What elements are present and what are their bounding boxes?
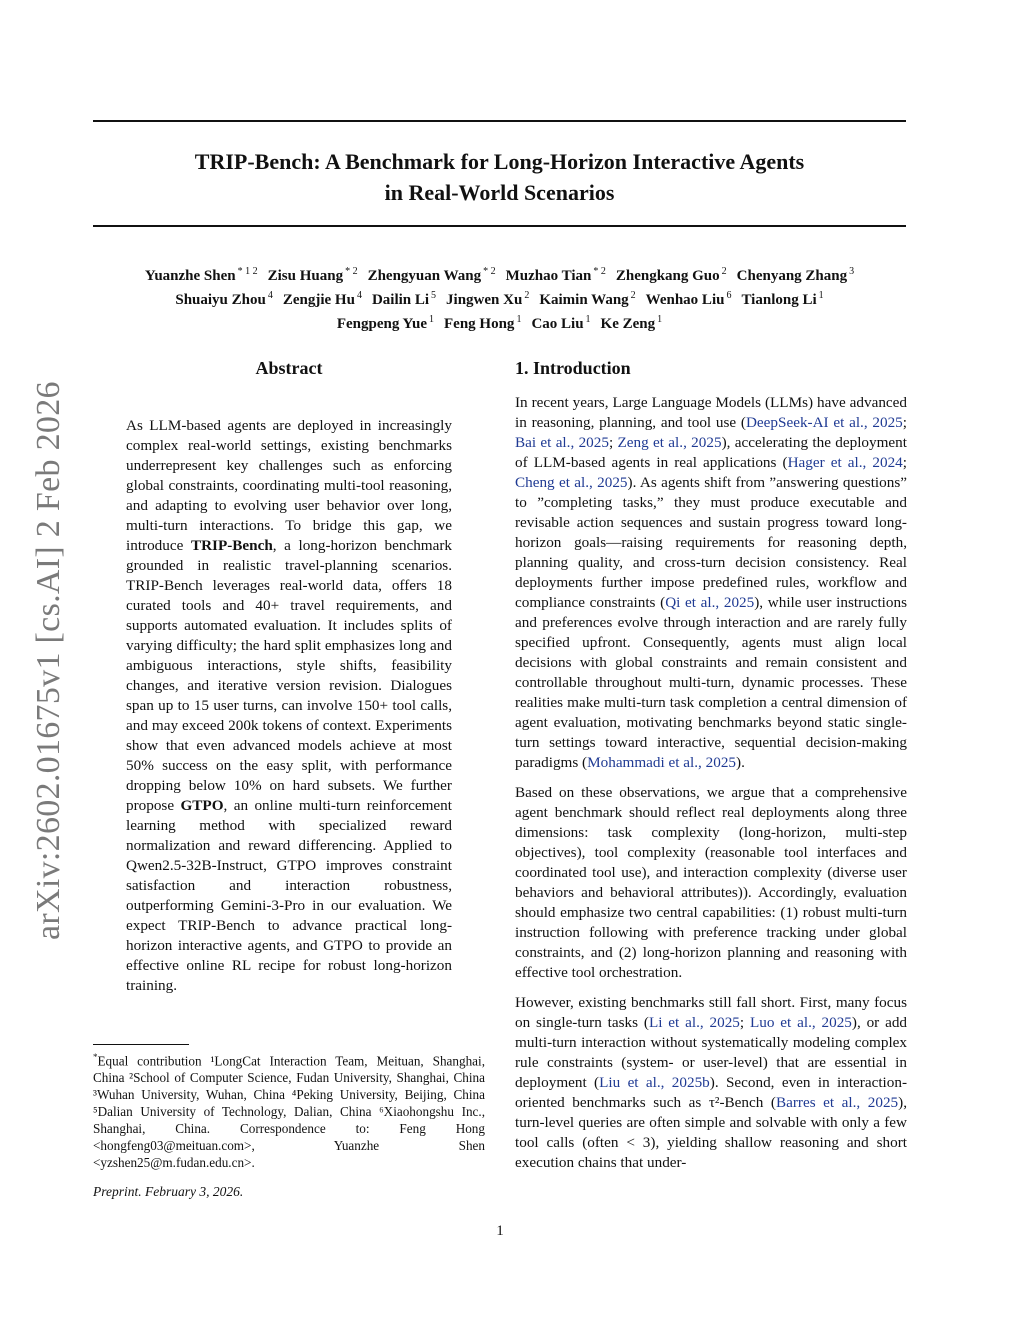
author-affiliation: 1 bbox=[429, 314, 434, 325]
author-affiliation: * 2 bbox=[593, 266, 606, 277]
citation-link[interactable]: Zeng et al., 2025 bbox=[617, 434, 722, 451]
author-affiliation: * 2 bbox=[345, 266, 358, 277]
abstract-bold-gtpo: GTPO bbox=[180, 797, 224, 814]
abstract-body bbox=[126, 416, 452, 996]
citation-link[interactable]: Barres et al., 2025 bbox=[775, 1094, 899, 1111]
title-bottom-rule bbox=[93, 225, 906, 227]
intro-paragraph-2: Based on these observations, we argue that a comprehensive agent benchmark should reflect real deployments along three dimensions: task complexity (long-horizon, multi-step objectives), tool complexity (reasonable tool interfaces and coordinated tool use), and interaction complexity (diverse user behaviors and behavioral attributes)). Accordingly, evaluation should emphasize two central capabilities: (1) robust multi-turn instruction following with preference tracking under global constraints, and (2) long-horizon planning and reasoning with effective tool orchestration. bbox=[515, 784, 907, 981]
citation-link[interactable]: Bai et al., 2025 bbox=[515, 434, 609, 451]
author-name: Shuaiyu Zhou $^4$ bbox=[175, 290, 273, 308]
citation-link[interactable]: Cheng et al., 2025 bbox=[515, 474, 628, 491]
intro-paragraph-3: However, existing benchmarks still fall short. First, many focus on single-turn tasks (Li et al., 2025; Luo et al., 2025), or add multi-turn interaction without systematically modeling complex rule constraints (system- or user-level) that are essential in deployment (Liu et al., 2025b). Second, even in interaction-oriented benchmarks such as τ²-Bench (Barres et al., 2025), turn-level queries are often simple and solvable with only a few tool calls (often < 3), yielding shallow reasoning and short execution chains that under- bbox=[515, 994, 908, 1171]
introduction-heading: 1. Introduction bbox=[515, 358, 631, 378]
author-affiliation: 4 bbox=[356, 290, 362, 301]
author-line bbox=[93, 310, 906, 334]
citation-link[interactable]: Mohammadi et al., 2025 bbox=[587, 754, 737, 771]
author-name: Ke Zeng $^1$ bbox=[600, 314, 663, 332]
author-name: Cao Liu $^1$ bbox=[531, 314, 591, 332]
abstract-bold-tripbench: TRIP-Bench bbox=[190, 537, 273, 554]
author-affiliation: 2 bbox=[721, 266, 727, 277]
author-line bbox=[93, 286, 906, 310]
author-name: Muzhao Tian $^{* 2}$ bbox=[505, 266, 606, 284]
footnote-marker: * bbox=[93, 1052, 98, 1062]
author-name: Chenyang Zhang $^3$ bbox=[736, 266, 855, 284]
author-affiliation: 2 bbox=[630, 290, 636, 301]
author-name: Wenhao Liu $^6$ bbox=[645, 290, 732, 308]
author-name: Dailin Li $^5$ bbox=[371, 290, 437, 308]
citation-link[interactable]: Li et al., 2025 bbox=[648, 1014, 740, 1031]
author-name: Kaimin Wang $^2$ bbox=[539, 290, 636, 308]
author-name: Yuanzhe Shen $^{* 1 2}$ bbox=[144, 266, 258, 284]
author-name: Tianlong Li $^1$ bbox=[741, 290, 824, 308]
footnote-text: Equal contribution ¹LongCat Interaction Team, Meituan, Shanghai, China ²School of Computer Science, Fudan University, Shanghai, China ³Wuhan University, Wuhan, China ⁴Peking University, Beijing, China ⁵Dalian University of Technology, Dalian, China ⁶Xiaohongshu Inc., Shanghai, China. Correspondence to: Feng Hong <hongfeng03@meituan.com>, Yuanzhe Shen <yzshen25@m.fudan.edu.cn>. bbox=[93, 1053, 485, 1171]
intro-paragraph-1: In recent years, Large Language Models (LLMs) have advanced in reasoning, planning, and tool use (DeepSeek-AI et al., 2025; Bai et al., 2025; Zeng et al., 2025), accelerating the deployment of LLM-based agents in real applications (Hager et al., 2024; Cheng et al., 2025). As agents shift from ”answering questions” to ”completing tasks,” they must produce executable and revisable action sequences and sustain progress toward long-horizon goals—raising requirements for reasoning depth, planning quality, and cross-turn decision consistency. Real deployments further impose predefined rules, workflow and compliance constraints (Qi et al., 2025), while user instructions and preferences evolve through interaction and are rarely fully specified upfront. Consequently, agents must align local decisions with global constraints and remain consistent and controllable throughout multi-turn, dynamic processes. These realities make multi-turn task completion a central dimension of agent evaluation, motivating benchmarks beyond static single-turn settings toward interactive, sequential decision-making paradigms (Mohammadi et al., 2025). bbox=[515, 394, 908, 771]
title-top-rule bbox=[93, 120, 906, 122]
preprint-date: Preprint. February 3, 2026. bbox=[93, 1184, 244, 1199]
arxiv-stamp: arXiv:2602.01675v1 [cs.AI] 2 Feb 2026 bbox=[30, 381, 67, 940]
author-affiliation: 1 bbox=[818, 290, 824, 301]
page-number: 1 bbox=[496, 1223, 504, 1239]
citation-link[interactable]: DeepSeek-AI et al., 2025 bbox=[745, 414, 903, 431]
author-affiliation: 6 bbox=[726, 290, 732, 301]
author-name: Fengpeng Yue $^1$ bbox=[336, 314, 434, 332]
author-name: Feng Hong $^1$ bbox=[444, 314, 522, 332]
author-name: Zengjie Hu $^4$ bbox=[282, 290, 362, 308]
author-name: Zisu Huang $^{* 2}$ bbox=[267, 266, 358, 284]
author-name: Zhengyuan Wang $^{* 2}$ bbox=[367, 266, 496, 284]
author-affiliation: 4 bbox=[267, 290, 273, 301]
introduction-body bbox=[515, 393, 907, 1183]
footnote bbox=[93, 1049, 485, 1171]
author-affiliation: * 2 bbox=[483, 266, 496, 277]
author-name: Jingwen Xu $^2$ bbox=[446, 290, 530, 308]
author-name: Zhengkang Guo $^2$ bbox=[615, 266, 727, 284]
author-affiliation: 1 bbox=[657, 314, 663, 325]
author-affiliation: 1 bbox=[516, 314, 522, 325]
citation-link[interactable]: Luo et al., 2025 bbox=[749, 1014, 852, 1031]
abstract-heading: Abstract bbox=[255, 358, 323, 378]
paper-title-line-1: TRIP-Bench: A Benchmark for Long-Horizon Interactive Agents bbox=[194, 149, 805, 174]
author-affiliation: 2 bbox=[524, 290, 530, 301]
author-affiliation: 3 bbox=[849, 266, 855, 277]
paper-title-line-2: in Real-World Scenarios bbox=[384, 180, 615, 205]
abstract-text-2: , a long-horizon benchmark grounded in realistic travel-planning scenarios. TRIP-Bench leverages real-world data, offers 18 curated tools and 40+ travel requirements, and supports automated evaluation. It includes splits of varying difficulty; the hard split emphasizes long and ambiguous interactions, style shifts, feasibility changes, and iterative version revision. Dialogues span up to 15 user turns, can involve 150+ tool calls, and may exceed 200k tokens of context. Experiments show that even advanced models achieve at most 50% success on the easy split, with performance dropping below 10% on hard subsets. We further propose bbox=[126, 537, 452, 814]
citation-link[interactable]: Qi et al., 2025 bbox=[665, 594, 755, 611]
author-affiliation: * 1 2 bbox=[237, 266, 258, 277]
abstract-text-3: , an online multi-turn reinforcement learning method with specialized reward normalization and reward differencing. Applied to Qwen2.5-32B-Instruct, GTPO improves constraint satisfaction and interaction robustness, outperforming Gemini-3-Pro in our evaluation. We expect TRIP-Bench to advance practical long-horizon interactive agents, and GTPO to provide an effective online RL recipe for robust long-horizon training. bbox=[126, 797, 452, 994]
author-line bbox=[93, 262, 906, 286]
author-affiliation: 1 bbox=[585, 314, 591, 325]
author-affiliation: 5 bbox=[431, 290, 437, 301]
footnote-rule bbox=[93, 1044, 189, 1045]
citation-link[interactable]: Liu et al., 2025b bbox=[599, 1074, 710, 1091]
citation-link[interactable]: Hager et al., 2024 bbox=[787, 454, 903, 471]
abstract-text-1: As LLM-based agents are deployed in increasingly complex real-world settings, existing benchmarks underrepresent key challenges such as enforcing global constraints, coordinating multi-tool reasoning, and adapting to evolving user behavior over long, multi-turn interactions. To bridge this gap, we introduce bbox=[126, 417, 452, 554]
author-list bbox=[93, 262, 906, 334]
paper-title bbox=[93, 146, 906, 208]
